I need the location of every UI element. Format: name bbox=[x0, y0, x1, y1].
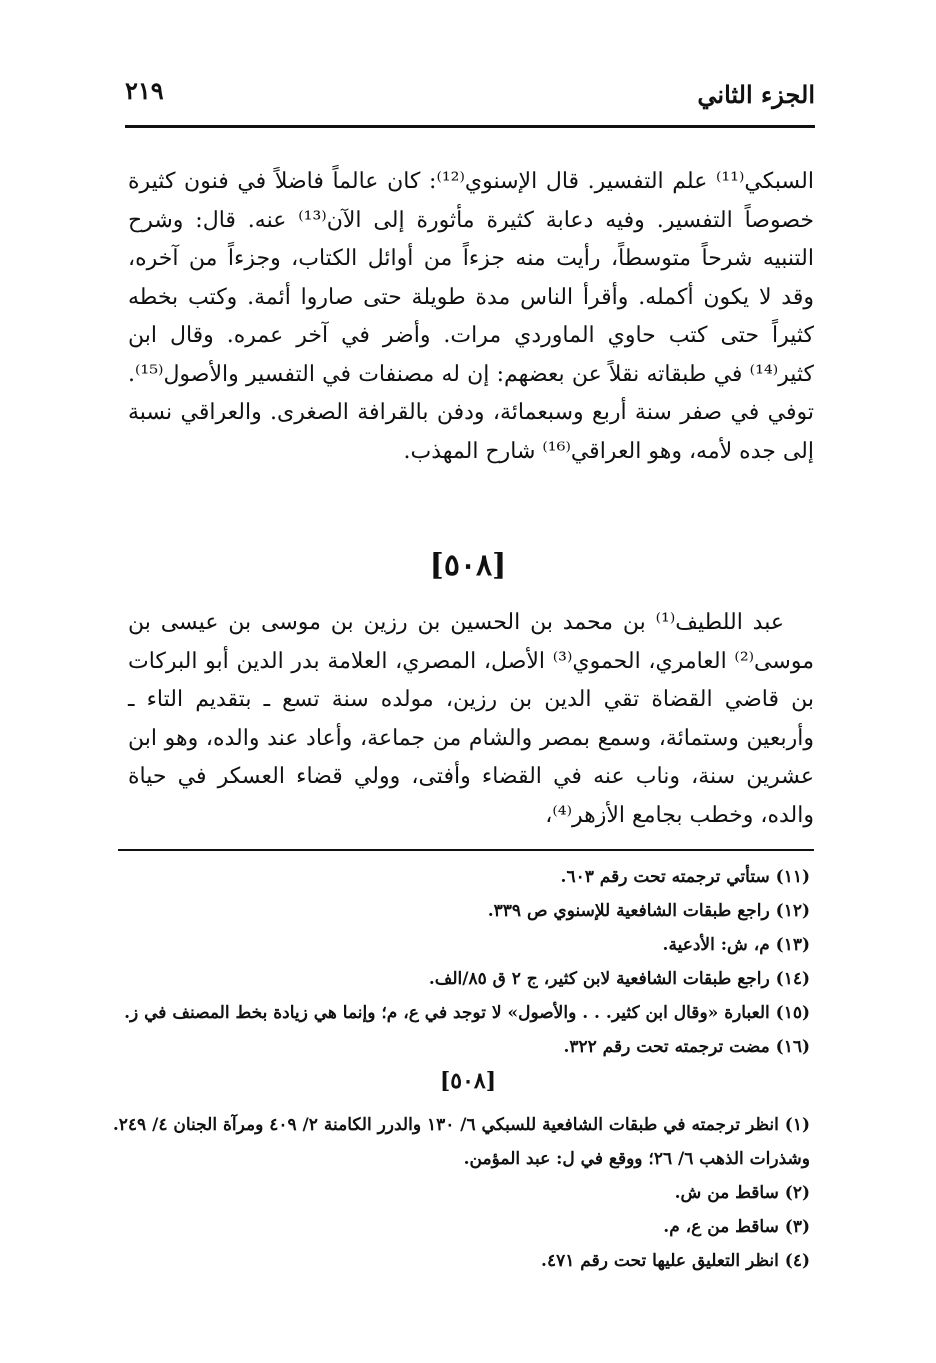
page-header bbox=[125, 74, 815, 114]
footnote: (١٥) العبارة «وقال ابن كثير. . . والأصول» لا توجد في ع، م؛ وإنما هي زيادة بخط المصنف في ز. bbox=[124, 1003, 810, 1023]
footnote: (١٤) راجع طبقات الشافعية لابن كثير، ج ٢ ق ٨٥/الف. bbox=[428, 969, 810, 989]
footnote: (١٢) راجع طبقات الشافعية للإسنوي ص ٣٣٩. bbox=[487, 901, 810, 921]
footnotes-entry bbox=[110, 1108, 810, 1278]
footnote-continuation: وشذرات الذهب ٦/ ٢٦؛ ووقع في ل: عبد المؤمن. bbox=[463, 1149, 810, 1169]
footnote: (٣) ساقط من ع، م. bbox=[663, 1217, 810, 1237]
footnotes-previous-entry bbox=[110, 860, 810, 1064]
entry-heading: [٥٠٨] bbox=[429, 548, 507, 583]
paragraph-continued: السبكي⁽¹¹⁾ علم التفسير. قال الإسنوي⁽¹²⁾: كان عالماً فاضلاً في فنون كثيرة خصوصاً التفسير. وفيه دعابة كثيرة مأثورة إلى الآن⁽¹³⁾ عنه. قال: وشرح التنبيه شرحاً متوسطاً، رأيت منه جزءاً من أوائل الكتاب، وجزءاً من آخره، وقد لا يكون أكمله. وأقرأ الناس مدة طويلة حتى صاروا أئمة. وكتب بخطه كثيراً حتى كتب حاوي الماوردي مرات. وأضر في آخر عمره. وقال ابن كثير⁽¹⁴⁾ في طبقاته نقلاً عن بعضهم: إن له مصنفات في التفسير والأصول⁽¹⁵⁾. توفي في صفر سنة أربع وسبعمائة، ودفن بالقرافة الصغرى. والعراقي نسبة إلى جده لأمه، وهو العراقي⁽¹⁶⁾ شارح المهذب. bbox=[128, 169, 814, 464]
running-title: الجزء الثاني bbox=[697, 80, 815, 109]
entry-body bbox=[128, 604, 814, 835]
footnote-rule bbox=[118, 849, 814, 851]
footnote: (٢) ساقط من ش. bbox=[674, 1183, 810, 1203]
footnote: (١٦) مضت ترجمته تحت رقم ٣٢٢. bbox=[563, 1037, 810, 1057]
footnote: (١٣) م، ش: الأدعية. bbox=[662, 935, 810, 955]
footnote: (١١) ستأتي ترجمته تحت رقم ٦٠٣. bbox=[560, 867, 810, 887]
header-rule bbox=[125, 125, 815, 128]
page-number: ٢١٩ bbox=[125, 76, 164, 105]
body-text-continued bbox=[128, 163, 814, 471]
entry-paragraph: عبد اللطيف⁽¹⁾ بن محمد بن الحسين بن رزين بن موسى بن عيسى بن موسى⁽²⁾ العامري، الحموي⁽³⁾ الأصل، المصري، العلامة بدر الدين أبو البركات بن قاضي القضاة تقي الدين بن رزين، مولده سنة تسع ـ بتقديم التاء ـ وأربعين وستمائة، وسمع بمصر والشام من جماعة، وأعاد عند والده، وهو ابن عشرين سنة، وناب عنه في القضاء وأفتى، وولي قضاء العسكر في حياة والده، وخطب بجامع الأزهر⁽⁴⁾، bbox=[128, 610, 814, 828]
footnote: (١) انظر ترجمته في طبقات الشافعية للسبكي ٦/ ١٣٠ والدرر الكامنة ٢/ ٤٠٩ ومرآة الجنان ٤/ ٢٤٩. bbox=[112, 1115, 810, 1135]
footnotes-entry-heading: [٥٠٨] bbox=[439, 1068, 497, 1094]
footnote: (٤) انظر التعليق عليها تحت رقم ٤٧١. bbox=[541, 1251, 810, 1271]
